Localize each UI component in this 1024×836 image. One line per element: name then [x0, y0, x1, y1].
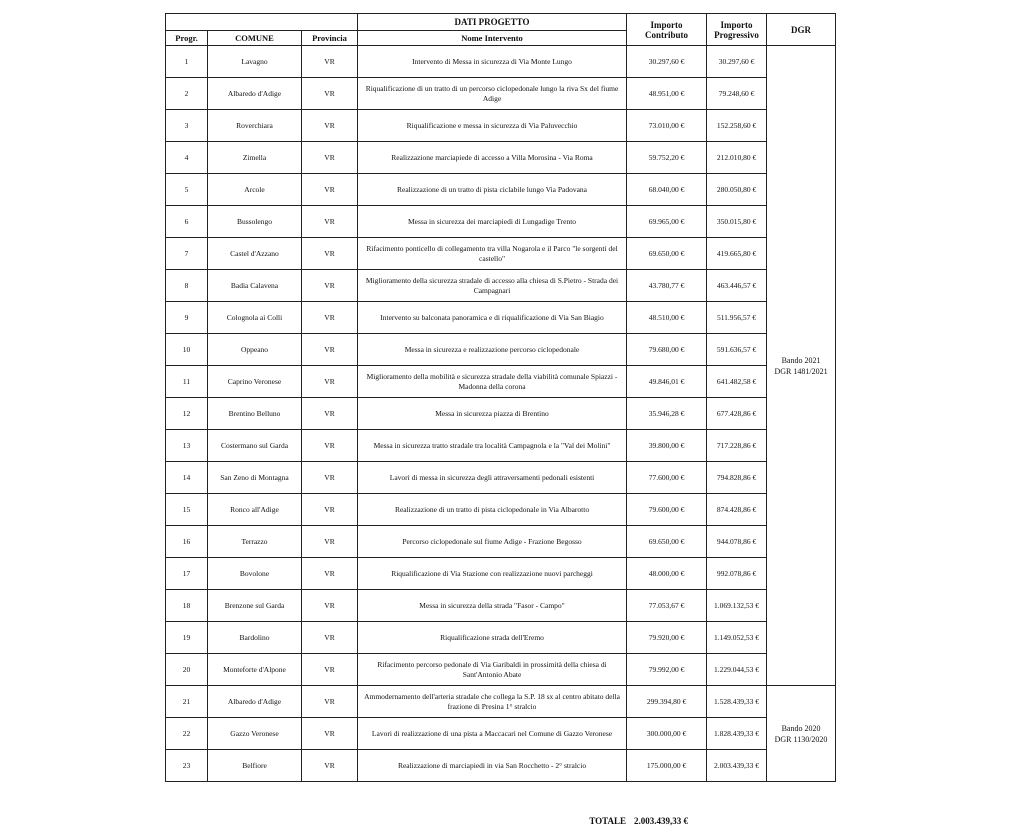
row-number: 23 [166, 750, 208, 782]
row-nome-intervento: Rifacimento ponticello di collegamento tra villa Nogarola e il Parco "le sorgenti del castello" [358, 238, 627, 270]
header-importo-contributo: Importo Contributo [627, 14, 707, 46]
row-number: 7 [166, 238, 208, 270]
total-label: TOTALE [589, 816, 626, 826]
row-comune: Colognola ai Colli [208, 302, 302, 334]
row-importo-contributo: 68.040,00 € [627, 174, 707, 206]
row-comune: Gazzo Veronese [208, 718, 302, 750]
dgr-bando-label: Bando 2021 [781, 355, 821, 365]
row-nome-intervento: Miglioramento della sicurezza stradale di accesso alla chiesa di S.Pietro - Strada dei Campagnari [358, 270, 627, 302]
row-importo-progressivo: 1.229.044,53 € [707, 654, 767, 686]
row-comune: Bussolengo [208, 206, 302, 238]
row-number: 11 [166, 366, 208, 398]
row-importo-progressivo: 992.078,86 € [707, 558, 767, 590]
row-importo-contributo: 77.053,67 € [627, 590, 707, 622]
table-row [166, 462, 836, 494]
row-importo-progressivo: 1.069.132,53 € [707, 590, 767, 622]
row-number: 21 [166, 686, 208, 718]
row-provincia: VR [302, 78, 358, 110]
row-nome-intervento: Messa in sicurezza dei marciapiedi di Lungadige Trento [358, 206, 627, 238]
row-importo-contributo: 48.000,00 € [627, 558, 707, 590]
row-importo-contributo: 300.000,00 € [627, 718, 707, 750]
row-comune: Zimella [208, 142, 302, 174]
row-importo-contributo: 79.992,00 € [627, 654, 707, 686]
row-importo-contributo: 48.510,00 € [627, 302, 707, 334]
row-provincia: VR [302, 110, 358, 142]
table-row [166, 270, 836, 302]
projects-table [165, 13, 836, 782]
table-row [166, 558, 836, 590]
row-comune: Monteforte d'Alpone [208, 654, 302, 686]
row-provincia: VR [302, 750, 358, 782]
table-row [166, 430, 836, 462]
header-importo-progressivo: Importo Progressivo [707, 14, 767, 46]
row-provincia: VR [302, 686, 358, 718]
table-row [166, 750, 836, 782]
row-importo-progressivo: 419.665,80 € [707, 238, 767, 270]
table-row [166, 334, 836, 366]
table-row [166, 526, 836, 558]
row-importo-progressivo: 591.636,57 € [707, 334, 767, 366]
row-nome-intervento: Realizzazione di marciapiedi in via San Rocchetto - 2° stralcio [358, 750, 627, 782]
row-importo-contributo: 39.800,00 € [627, 430, 707, 462]
row-comune: Arcole [208, 174, 302, 206]
row-number: 6 [166, 206, 208, 238]
row-nome-intervento: Lavori di realizzazione di una pista a Maccacari nel Comune di Gazzo Veronese [358, 718, 627, 750]
row-provincia: VR [302, 398, 358, 430]
row-number: 15 [166, 494, 208, 526]
row-nome-intervento: Lavori di messa in sicurezza degli attraversamenti pedonali esistenti [358, 462, 627, 494]
row-nome-intervento: Riqualificazione strada dell'Eremo [358, 622, 627, 654]
row-provincia: VR [302, 494, 358, 526]
table-row [166, 174, 836, 206]
row-provincia: VR [302, 590, 358, 622]
total-value: 2.003.439,33 € [634, 816, 688, 826]
row-provincia: VR [302, 366, 358, 398]
table-row [166, 142, 836, 174]
row-provincia: VR [302, 270, 358, 302]
row-number: 8 [166, 270, 208, 302]
row-importo-progressivo: 511.956,57 € [707, 302, 767, 334]
row-importo-progressivo: 1.528.439,33 € [707, 686, 767, 718]
row-nome-intervento: Riqualificazione di un tratto di un percorso ciclopedonale lungo la riva Sx del fiume Adige [358, 78, 627, 110]
row-comune: Bardolino [208, 622, 302, 654]
row-provincia: VR [302, 558, 358, 590]
header-blank [166, 14, 358, 31]
row-importo-contributo: 77.600,00 € [627, 462, 707, 494]
row-number: 22 [166, 718, 208, 750]
row-number: 13 [166, 430, 208, 462]
row-provincia: VR [302, 654, 358, 686]
table-row [166, 654, 836, 686]
row-importo-contributo: 175.000,00 € [627, 750, 707, 782]
row-number: 10 [166, 334, 208, 366]
dgr-group-cell [767, 686, 836, 782]
row-importo-progressivo: 1.828.439,33 € [707, 718, 767, 750]
row-importo-progressivo: 794.828,86 € [707, 462, 767, 494]
header-comune: COMUNE [208, 31, 302, 46]
table-body [166, 46, 836, 782]
row-provincia: VR [302, 430, 358, 462]
table-row [166, 718, 836, 750]
row-nome-intervento: Percorso ciclopedonale sul fiume Adige - Frazione Begosso [358, 526, 627, 558]
row-number: 1 [166, 46, 208, 78]
row-comune: Terrazzo [208, 526, 302, 558]
row-nome-intervento: Realizzazione di un tratto di pista ciclabile lungo Via Padovana [358, 174, 627, 206]
row-nome-intervento: Riqualificazione e messa in sicurezza di Via Paluvecchio [358, 110, 627, 142]
row-comune: Caprino Veronese [208, 366, 302, 398]
row-importo-progressivo: 463.446,57 € [707, 270, 767, 302]
row-importo-progressivo: 641.482,58 € [707, 366, 767, 398]
row-number: 18 [166, 590, 208, 622]
row-nome-intervento: Intervento su balconata panoramica e di riqualificazione di Via San Biagio [358, 302, 627, 334]
table-row [166, 398, 836, 430]
row-nome-intervento: Ammodernamento dell'arteria stradale che collega la S.P. 18 sx al centro abitato della frazione di Presina 1° stralcio [358, 686, 627, 718]
table-row [166, 302, 836, 334]
row-comune: Costermano sul Garda [208, 430, 302, 462]
row-provincia: VR [302, 206, 358, 238]
row-importo-contributo: 73.010,00 € [627, 110, 707, 142]
row-number: 9 [166, 302, 208, 334]
row-number: 19 [166, 622, 208, 654]
row-comune: Brenzone sul Garda [208, 590, 302, 622]
header-provincia: Provincia [302, 31, 358, 46]
row-importo-contributo: 43.780,77 € [627, 270, 707, 302]
row-importo-progressivo: 280.050,80 € [707, 174, 767, 206]
row-provincia: VR [302, 46, 358, 78]
row-importo-progressivo: 212.010,80 € [707, 142, 767, 174]
row-comune: Badia Calavena [208, 270, 302, 302]
table-row [166, 78, 836, 110]
table-row [166, 590, 836, 622]
row-comune: Albaredo d'Adige [208, 78, 302, 110]
row-number: 3 [166, 110, 208, 142]
row-provincia: VR [302, 174, 358, 206]
table-row [166, 206, 836, 238]
table-row [166, 238, 836, 270]
row-comune: Castel d'Azzano [208, 238, 302, 270]
row-number: 2 [166, 78, 208, 110]
row-comune: Ronco all'Adige [208, 494, 302, 526]
row-importo-contributo: 79.600,00 € [627, 494, 707, 526]
row-comune: Albaredo d'Adige [208, 686, 302, 718]
row-number: 17 [166, 558, 208, 590]
row-number: 12 [166, 398, 208, 430]
row-importo-progressivo: 1.149.052,53 € [707, 622, 767, 654]
table-row [166, 622, 836, 654]
row-number: 20 [166, 654, 208, 686]
dgr-group-cell [767, 46, 836, 686]
row-nome-intervento: Miglioramento della mobilità e sicurezza stradale della viabilità comunale Spiazzi - Madonna della corona [358, 366, 627, 398]
row-nome-intervento: Realizzazione marciapiede di accesso a Villa Morosina - Via Roma [358, 142, 627, 174]
table-row [166, 110, 836, 142]
row-comune: Belfiore [208, 750, 302, 782]
table-row [166, 686, 836, 718]
row-number: 14 [166, 462, 208, 494]
row-provincia: VR [302, 238, 358, 270]
header-nome-intervento: Nome Intervento [358, 31, 627, 46]
row-number: 4 [166, 142, 208, 174]
row-importo-progressivo: 2.003.439,33 € [707, 750, 767, 782]
row-importo-progressivo: 30.297,60 € [707, 46, 767, 78]
header-dgr: DGR [767, 14, 836, 46]
table-row [166, 366, 836, 398]
dgr-bando-label: Bando 2020 [781, 723, 821, 733]
row-nome-intervento: Messa in sicurezza tratto stradale tra località Campagnola e la "Val dei Molini" [358, 430, 627, 462]
row-importo-contributo: 49.846,01 € [627, 366, 707, 398]
row-comune: Brentino Belluno [208, 398, 302, 430]
row-comune: San Zeno di Montagna [208, 462, 302, 494]
table-row [166, 494, 836, 526]
row-importo-contributo: 69.650,00 € [627, 526, 707, 558]
dgr-number-label: DGR 1481/2021 [774, 366, 828, 376]
row-importo-progressivo: 79.248,60 € [707, 78, 767, 110]
row-importo-contributo: 69.965,00 € [627, 206, 707, 238]
row-importo-contributo: 299.394,80 € [627, 686, 707, 718]
row-importo-contributo: 79.680,00 € [627, 334, 707, 366]
row-importo-contributo: 35.946,28 € [627, 398, 707, 430]
row-provincia: VR [302, 462, 358, 494]
row-nome-intervento: Messa in sicurezza della strada "Fasor - Campo" [358, 590, 627, 622]
row-provincia: VR [302, 334, 358, 366]
total-line [560, 816, 720, 826]
row-importo-progressivo: 677.428,86 € [707, 398, 767, 430]
row-provincia: VR [302, 526, 358, 558]
row-comune: Roverchiara [208, 110, 302, 142]
row-importo-contributo: 48.951,00 € [627, 78, 707, 110]
row-nome-intervento: Intervento di Messa in sicurezza di Via Monte Lungo [358, 46, 627, 78]
row-importo-progressivo: 944.078,86 € [707, 526, 767, 558]
row-comune: Lavagno [208, 46, 302, 78]
header-dati-progetto: DATI PROGETTO [358, 14, 627, 31]
row-comune: Oppeano [208, 334, 302, 366]
row-number: 16 [166, 526, 208, 558]
row-nome-intervento: Rifacimento percorso pedonale di Via Garibaldi in prossimità della chiesa di Sant'Antonio Abate [358, 654, 627, 686]
row-provincia: VR [302, 302, 358, 334]
row-nome-intervento: Realizzazione di un tratto di pista ciclopedonale in Via Albarotto [358, 494, 627, 526]
row-importo-progressivo: 717.228,86 € [707, 430, 767, 462]
row-importo-contributo: 69.650,00 € [627, 238, 707, 270]
row-importo-progressivo: 152.258,60 € [707, 110, 767, 142]
row-provincia: VR [302, 718, 358, 750]
row-comune: Bovolone [208, 558, 302, 590]
row-importo-contributo: 79.920,00 € [627, 622, 707, 654]
row-provincia: VR [302, 142, 358, 174]
row-importo-contributo: 30.297,60 € [627, 46, 707, 78]
row-importo-progressivo: 350.015,80 € [707, 206, 767, 238]
dgr-number-label: DGR 1130/2020 [774, 734, 828, 744]
row-nome-intervento: Riqualificazione di Via Stazione con realizzazione nuovi parcheggi [358, 558, 627, 590]
header-progr: Progr. [166, 31, 208, 46]
row-importo-contributo: 59.752,20 € [627, 142, 707, 174]
table-row [166, 46, 836, 78]
row-importo-progressivo: 874.428,86 € [707, 494, 767, 526]
row-nome-intervento: Messa in sicurezza piazza di Brentino [358, 398, 627, 430]
row-provincia: VR [302, 622, 358, 654]
row-number: 5 [166, 174, 208, 206]
row-nome-intervento: Messa in sicurezza e realizzazione percorso ciclopedonale [358, 334, 627, 366]
